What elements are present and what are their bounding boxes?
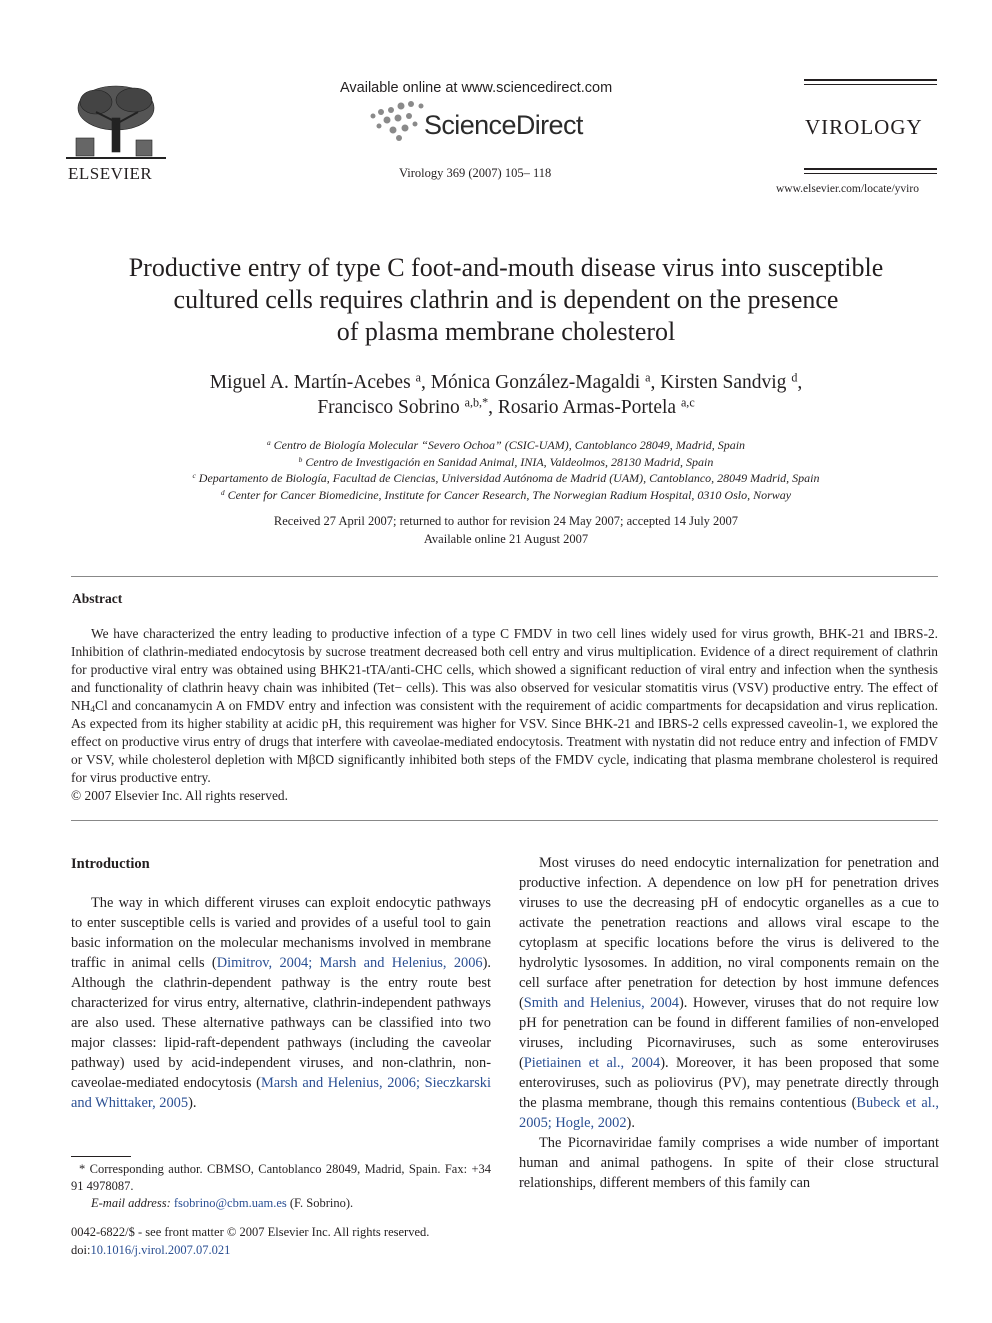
affiliation: $^d$ Center for Cancer Biomedicine, Institute for Cancer Research, The Norwegian Radium Hospital, 0310 Oslo, Norway [220, 487, 792, 502]
affiliations [60, 437, 952, 503]
citation-link[interactable]: Marsh and Helenius, 2006; Sieczkarski and Whittaker, 2005 [71, 1075, 492, 1111]
elsevier-tree-logo [66, 78, 166, 162]
abstract-body: We have characterized the entry leading to productive infection of a type C FMDV in two cell lines widely used for virus growth, BHK-21 and IBRS-2. Inhibition of clathrin-mediated endocytosis by sucrose treatment decreased both cell entry and virus multiplication. Evidence of a direct requirement of clathrin for productive viral entry was obtained using BHK21-tTA/anti-CHC cells, which showed a significant reduction of viral entry and infection when the synthesis and functionality of clathrin heavy chain was inhibited (Tet− cells). This was also observed for vesicular stomatitis virus (VSV) productive entry. The effect of $NH_4Cl$ and concanamycin A on FMDV entry and infection was consistent with the requirement of acidic compartments for decapsidation and virus replication. As expected from its higher stability at acidic pH, this requirement was higher for VSV. Since BHK-21 and IBRS-2 cells expressed caveolin-1, we explored the effect on productive virus entry of drugs that interfere with caveolae-mediated endocytosis. Treatment with nystatin did not reduce entry and infection of FMDV or VSV, while cholesterol depletion with MβCD significantly inhibited both steps of the FMDV cycle, indicating that plasma membrane cholesterol is required for virus productive entry. © 2007 Elsevier Inc. All rights reserved. [71, 626, 938, 803]
right-column [519, 853, 939, 1193]
title-line: Productive entry of type C foot-and-mouth disease virus into susceptible [128, 253, 884, 282]
issn-line: 0042-6822/$ - see front matter © 2007 Elsevier Inc. All rights reserved. [71, 1225, 430, 1239]
abstract-bottom-rule [71, 820, 938, 821]
citation-link[interactable]: Bubeck et al., 2005; Hogle, 2002 [519, 1095, 939, 1131]
author-name[interactable]: Kirsten Sandvig [660, 372, 787, 393]
title-line: of plasma membrane cholesterol [336, 317, 676, 346]
author-affil: a [645, 370, 651, 385]
abstract-top-rule [71, 576, 938, 577]
affiliation: $^a$ Centro de Biología Molecular “Severo Ochoa” (CSIC-UAM), Cantoblanco 28049, Madrid, Spain [266, 437, 746, 452]
section-heading-introduction: Introduction [71, 856, 150, 872]
citation-link[interactable]: Smith and Helenius, 2004 [523, 995, 679, 1011]
journal-bottom-rule-thin [804, 173, 937, 174]
footnotes: * Corresponding author. CBMSO, Cantoblanco 28049, Madrid, Spain. Fax: +34 91 4978087. E-mail address: fsobrino@cbm.uam.es (F. Sobrino). [71, 1162, 491, 1210]
author-name[interactable]: Rosario Armas-Portela [497, 397, 677, 418]
paragraph: The way in which different viruses can exploit endocytic pathways to enter susceptible cells is varied and provides of a useful tool to gain basic information on the molecular mechanisms involved in membrane traffic in animal cells (Dimitrov, 2004; Marsh and Helenius, 2006). Although the clathrin-dependent pathway is the entry route best characterized for virus entry, alternative, clathrin-independent pathways are also used. These alternative pathways can be classified into two major classes: lipid-raft-dependent pathways (including the caveolar pathway) used by acid-independent viruses, and non-clathrin, non-caveolae-mediated endocytosis (Marsh and Helenius, 2006; Sieczkarski and Whittaker, 2005). [71, 895, 492, 1111]
publisher-name: ELSEVIER [68, 164, 153, 183]
received-dates: Received 27 April 2007; returned to author for revision 24 May 2007; accepted 14 July 2007 [273, 514, 739, 528]
author-name[interactable]: Mónica González-Magaldi [430, 372, 641, 393]
author-affil: a [415, 370, 421, 385]
email-link[interactable]: fsobrino@cbm.uam.es [173, 1196, 287, 1210]
journal-name: VIROLOGY [805, 115, 923, 139]
affiliation: $^b$ Centro de Investigación en Sanidad Animal, INIA, Valdeolmos, 28130 Madrid, Spain [298, 454, 714, 469]
author-name[interactable]: Miguel A. Martín-Acebes [209, 372, 411, 393]
citation-link[interactable]: Dimitrov, 2004; Marsh and Helenius, 2006 [216, 955, 483, 971]
journal-top-rule [804, 79, 937, 81]
article-title [60, 252, 952, 348]
paragraph: The Picornaviridae family comprises a wide number of important human and animal pathogens. In spite of their close structural relationships, different members of this family can [519, 1135, 939, 1191]
copyright: © 2007 Elsevier Inc. All rights reserved. [71, 788, 288, 803]
article-dates [60, 513, 952, 548]
journal-bottom-rule [804, 168, 937, 170]
author-list: Miguel A. Martín-Acebes $^a$, Mónica González-Magaldi $^a$, Kirsten Sandvig $^d$, Francisco Sobrino $^{a,b,*}$, Rosario Armas-Portela $^{a,c}$ [209, 370, 803, 418]
doi-link[interactable]: 10.1016/j.virol.2007.07.021 [90, 1243, 231, 1257]
author-affil: a,b,* [464, 395, 489, 410]
journal-top-rule-thin [804, 84, 937, 85]
author-affil: a,c [680, 395, 695, 410]
title-line: cultured cells requires clathrin and is dependent on the presence [173, 285, 839, 314]
platform-name: ScienceDirect [424, 110, 583, 140]
available-date: Available online 21 August 2007 [423, 531, 589, 546]
left-column [71, 893, 491, 1113]
paragraph: Most viruses do need endocytic internalization for penetration and productive infection. A dependence on low pH for penetration drives viruses to use the decreasing pH of endocytic organelles as a cue to activate the penetration reactions and allows viral escape to the cytoplasm at specific locations before the virus is delivered to the hydrolytic lysosomes. In addition, no viral components remain on the cell surface after penetration for detection by host immune defences (Smith and Helenius, 2004). However, viruses that do not require low pH for penetration can be found in different families of non-enveloped viruses, including Picornaviruses, such as some enteroviruses (Pietiainen et al., 2004). Moreover, it has been proposed that some enteroviruses, such as poliovirus (PV), may penetrate directly through the plasma membrane, though this remains contentious (Bubeck et al., 2005; Hogle, 2002). [519, 855, 939, 1131]
abstract-heading: Abstract [72, 591, 123, 606]
journal-url[interactable]: www.elsevier.com/locate/yviro [776, 183, 919, 195]
citation-link[interactable]: Pietiainen et al., 2004 [523, 1055, 661, 1071]
front-matter: 0042-6822/$ - see front matter © 2007 Elsevier Inc. All rights reserved. doi:10.1016/j.virol.2007.07.021 [71, 1225, 430, 1257]
author-name[interactable]: Francisco Sobrino [317, 397, 460, 418]
available-online: Available online at www.sciencedirect.com [340, 80, 613, 96]
footnote-rule [71, 1156, 131, 1157]
journal-citation: Virology 369 (2007) 105– 118 [399, 166, 552, 180]
email-label: E-mail address: [91, 1196, 171, 1210]
affiliation: $^c$ Departamento de Biología, Facultad de Ciencias, Universidad Autónoma de Madrid (UAM), Cantoblanco, 28049 Madrid, Spain [192, 470, 820, 485]
corresponding-author-note: * Corresponding author. CBMSO, Cantoblanco 28049, Madrid, Spain. Fax: +34 91 4978087. [71, 1162, 491, 1193]
author-affil: d [791, 370, 798, 385]
